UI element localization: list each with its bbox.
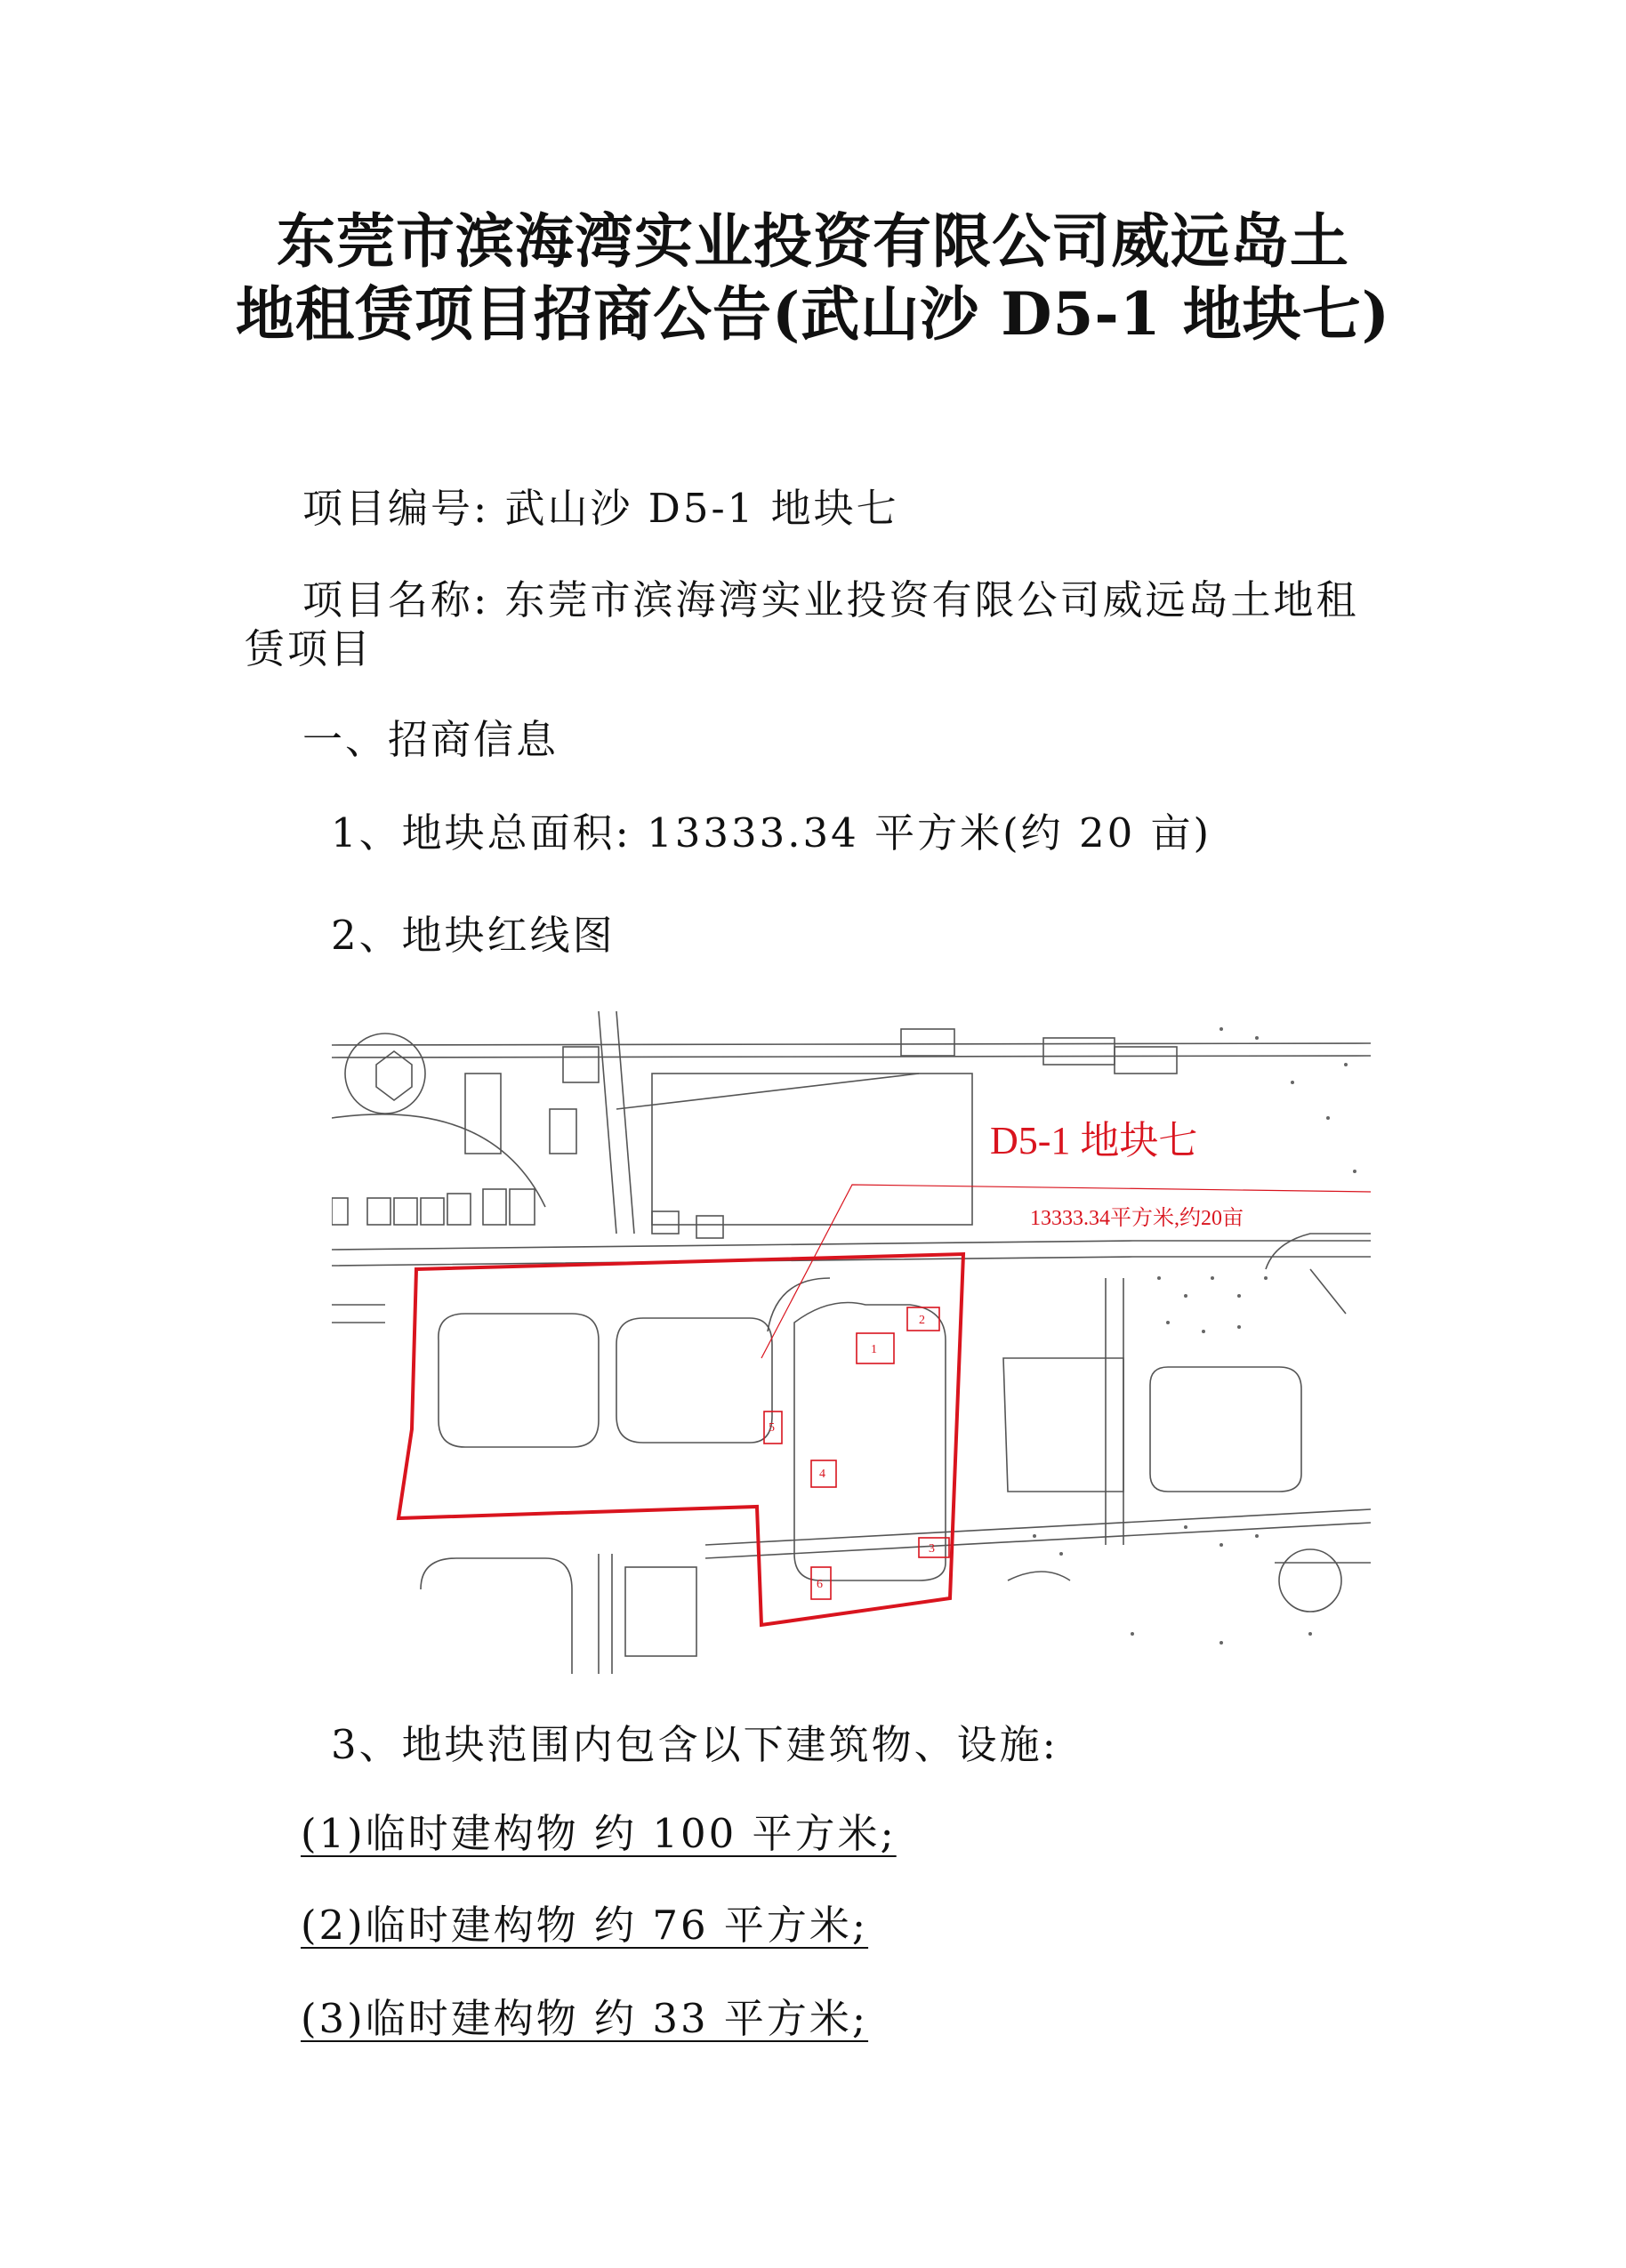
- red-line-map: [332, 1011, 1371, 1674]
- item-3-facilities-heading: 3、地块范围内包含以下建筑物、设施:: [331, 1721, 1059, 1768]
- facility-2: (2)临时建构物 约 76 平方米;: [301, 1902, 869, 1949]
- map-label-title: D5-1 地块七: [990, 1119, 1198, 1162]
- marker-6: 6: [817, 1578, 823, 1591]
- map-label-area: 13333.34平方米,约20亩: [1030, 1207, 1244, 1230]
- marker-5: 5: [769, 1421, 775, 1435]
- marker-4: 4: [819, 1468, 825, 1481]
- marker-1: 1: [871, 1343, 877, 1356]
- facility-3: (3)临时建构物 约 33 平方米;: [301, 1995, 869, 2042]
- item-2-map-heading: 2、地块红线图: [331, 912, 616, 959]
- marker-2: 2: [919, 1314, 925, 1327]
- project-name-line-1: 项目名称: 东莞市滨海湾实业投资有限公司威远岛土地租: [302, 576, 1359, 623]
- section-heading-1: 一、招商信息: [302, 716, 559, 763]
- title-line-2: 地租赁项目招商公告(武山沙 D5-1 地块七): [236, 279, 1390, 349]
- item-1-area: 1、地块总面积: 13333.34 平方米(约 20 亩): [331, 809, 1212, 857]
- title-line-1: 东莞市滨海湾实业投资有限公司威远岛土: [277, 206, 1349, 276]
- facility-1: (1)临时建构物 约 100 平方米;: [301, 1810, 897, 1857]
- project-name-line-2: 赁项目: [245, 625, 374, 672]
- marker-3: 3: [929, 1542, 935, 1556]
- project-number: 项目编号: 武山沙 D5-1 地块七: [302, 485, 899, 532]
